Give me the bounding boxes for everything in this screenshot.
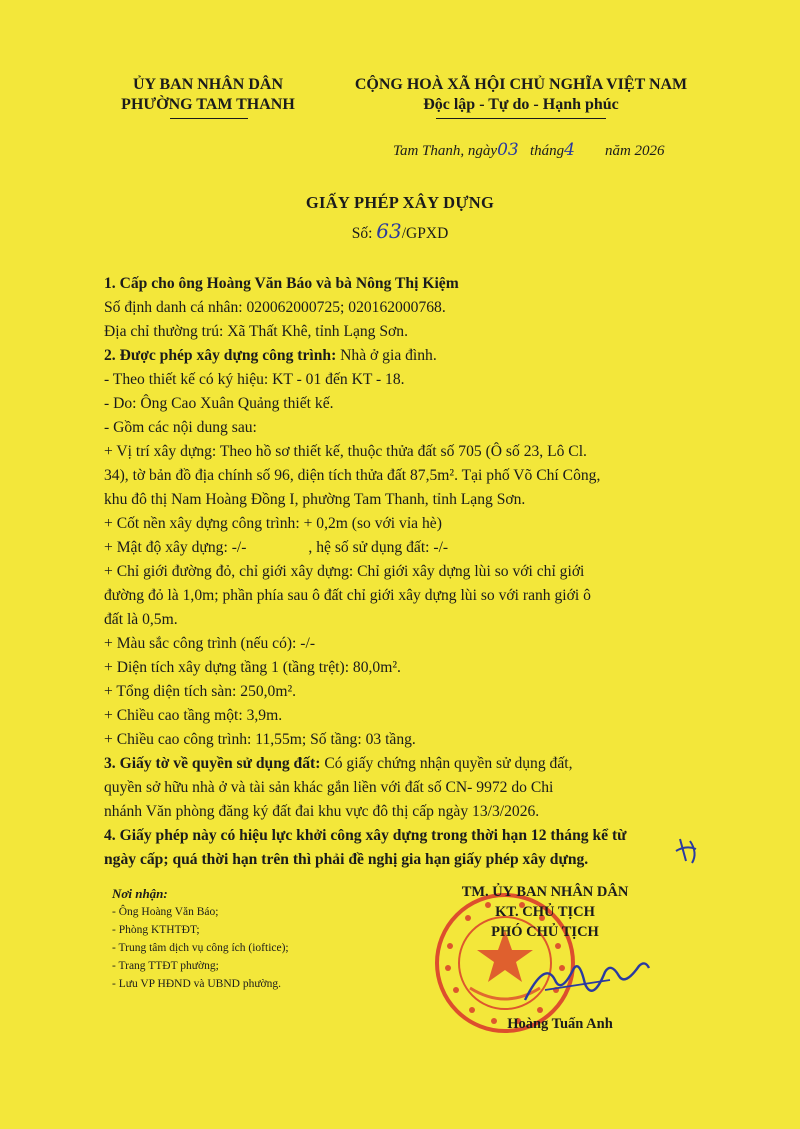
designer: - Do: Ông Cao Xuân Quảng thiết kế.: [104, 395, 334, 412]
first-floor-height: + Chiều cao tầng một: 3,9m.: [104, 707, 283, 724]
contents-label: - Gồm các nội dung sau:: [104, 419, 257, 436]
residence-address: Địa chỉ thường trú: Xã Thất Khê, tỉnh Lạng Sơn.: [104, 323, 408, 340]
boundary-line-1: + Chỉ giới đường đỏ, chỉ giới xây dựng: Chỉ giới xây dựng lùi so với chỉ giới: [104, 563, 585, 580]
building-height: + Chiều cao công trình: 11,55m; Số tầng: 03 tầng.: [104, 731, 416, 748]
build-density: + Mật độ xây dựng: -/-: [104, 539, 247, 556]
recipients-heading: Nơi nhận:: [112, 886, 168, 901]
section-4-line-1: 4. Giấy phép này có hiệu lực khởi công xây dựng trong thời hạn 12 tháng kể từ: [104, 827, 627, 844]
date-month-label: tháng: [529, 143, 565, 159]
date-prefix: Tam Thanh, ngày: [393, 143, 498, 159]
recipient-item: - Trang TTĐT phường;: [112, 960, 219, 972]
signature-title-1: TM. ỦY BAN NHÂN DÂN: [461, 884, 629, 900]
signer-name: Hoàng Tuấn Anh: [507, 1016, 613, 1032]
section-2-project: Nhà ở gia đình.: [336, 347, 437, 364]
boundary-line-3: đất là 0,5m.: [104, 611, 178, 628]
document-title: GIẤY PHÉP XÂY DỰNG: [305, 193, 495, 212]
section-3-text: Có giấy chứng nhận quyền sử dụng đất,: [320, 755, 573, 772]
issuer-name: ỦY BAN NHÂN DÂN: [132, 76, 284, 93]
date-year: năm 2026: [604, 143, 665, 159]
country-name: CỘNG HOÀ XÃ HỘI CHỦ NGHĨA VIỆT NAM: [354, 76, 688, 93]
recipient-item: - Phòng KTHTĐT;: [112, 924, 200, 936]
number-suffix: /GPXD: [401, 225, 449, 242]
section-2-heading: [104, 346, 437, 366]
location-line-3: khu đô thị Nam Hoàng Đồng I, phường Tam Thanh, tỉnh Lạng Sơn.: [104, 491, 526, 508]
issuer-underline: [170, 118, 248, 119]
section-3-line-1: [104, 754, 573, 774]
location-line-2: 34), tờ bản đồ địa chính số 96, diện tích thửa đất 87,5m². Tại phố Võ Chí Công,: [104, 467, 601, 484]
design-code: - Theo thiết kế có ký hiệu: KT - 01 đến KT - 18.: [104, 371, 405, 388]
motto-underline: [436, 118, 606, 119]
date-day: 03: [497, 140, 519, 160]
section-4-line-2: ngày cấp; quá thời hạn trên thì phải đề nghị gia hạn giấy phép xây dựng.: [104, 851, 589, 868]
number-label: Số:: [351, 225, 373, 242]
signature-title-2: KT. CHỦ TỊCH: [495, 904, 595, 920]
country-motto: Độc lập - Tự do - Hạnh phúc: [423, 96, 619, 113]
ground-floor-area: + Diện tích xây dựng tầng 1 (tầng trệt): 80,0m².: [104, 659, 401, 676]
building-color: + Màu sắc công trình (nếu có): -/-: [104, 635, 316, 652]
density-line: [104, 538, 448, 558]
land-use-ratio: , hệ số sử dụng đất: -/-: [308, 539, 449, 556]
section-3-title: 3. Giấy tờ về quyền sử dụng đất:: [104, 755, 321, 772]
section-3-line-2: quyền sở hữu nhà ở và tài sản khác gắn liền với đất số CN- 9972 do Chi: [104, 779, 554, 796]
ground-elevation: + Cốt nền xây dựng công trình: + 0,2m (so với vỉa hè): [104, 515, 442, 532]
boundary-line-2: đường đỏ là 1,0m; phần phía sau ô đất chỉ giới xây dựng lùi so với ranh giới ô: [104, 587, 591, 604]
personal-id: Số định danh cá nhân: 020062000725; 020162000768.: [104, 299, 446, 316]
signature-title-3: PHÓ CHỦ TỊCH: [491, 924, 599, 940]
initial-mark-icon: [672, 835, 704, 867]
issuer-ward: PHƯỜNG TAM THANH: [121, 96, 295, 113]
handwritten-signature-icon: [515, 950, 655, 1010]
issue-date: [393, 140, 665, 160]
section-2-title: 2. Được phép xây dựng công trình:: [104, 347, 337, 364]
document-number: [0, 219, 800, 243]
number-value: 63: [376, 219, 402, 243]
location-line-1: + Vị trí xây dựng: Theo hồ sơ thiết kế, thuộc thửa đất số 705 (Ô số 23, Lô Cl.: [104, 443, 587, 460]
recipient-item: - Lưu VP HĐND và UBND phường.: [112, 978, 282, 990]
recipient-item: - Ông Hoàng Văn Báo;: [112, 906, 219, 918]
recipient-item: - Trung tâm dịch vụ công ích (ioftice);: [112, 942, 289, 954]
date-month: 4: [564, 140, 575, 160]
section-1-heading: 1. Cấp cho ông Hoàng Văn Báo và bà Nông Thị Kiệm: [104, 275, 459, 292]
section-3-line-3: nhánh Văn phòng đăng ký đất đai khu vực đô thị cấp ngày 13/3/2026.: [104, 803, 540, 820]
total-floor-area: + Tổng diện tích sàn: 250,0m².: [104, 683, 297, 700]
